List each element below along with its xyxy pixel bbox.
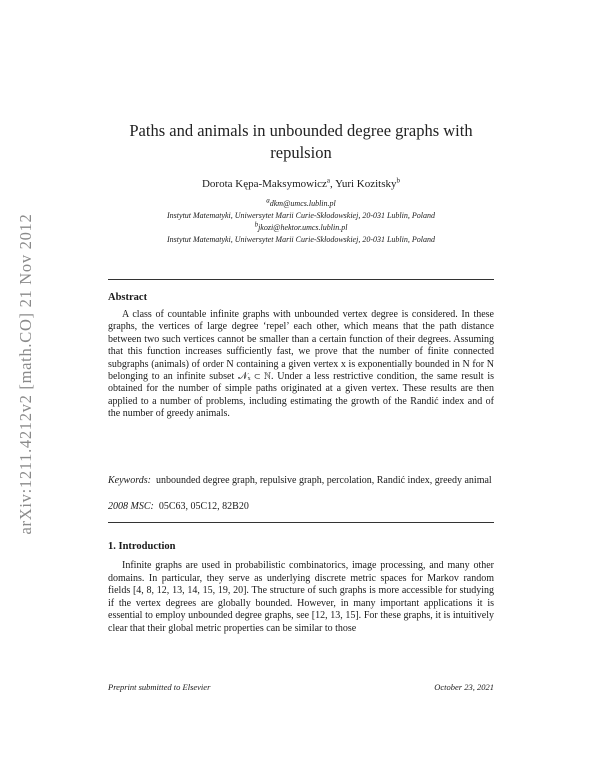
- affiliation-institution: Instytut Matematyki, Uniwersytet Marii Curie-Skłodowskiej, 20-031 Lublin, Poland: [167, 211, 435, 220]
- affiliation-email: jkozi@hektor.umcs.lublin.pl: [258, 223, 348, 232]
- affiliations: [108, 198, 494, 246]
- author-name: Yuri Kozitsky: [335, 178, 397, 190]
- footer-date: October 23, 2021: [434, 682, 494, 692]
- affiliation-email-line: [108, 222, 494, 234]
- arxiv-identifier-stamp: [6, 178, 46, 570]
- introduction-text: Infinite graphs are used in probabilistic combinatorics, image processing, and many other domains. In particular, they serve as underlying discrete metric spaces for Markov random fields [4, 8, 12, 13, 14, 15, 19, 20]. The structure of such graphs is more accessible for studying if the vertex degrees are globally bounded. However, in many important applications it is essential to employ unbounded degree graphs, see [12, 13, 15]. For these graphs, it is intuitively clear that their global metric properties can be similar to those: [108, 560, 494, 634]
- author-separator: ,: [330, 178, 336, 190]
- arxiv-stamp-text: arXiv:1211.4212v2 [math.CO] 21 Nov 2012: [16, 213, 35, 535]
- affiliation-mark: a: [266, 196, 270, 205]
- abstract-text: A class of countable infinite graphs with unbounded vertex degree is considered. In these graphs, the vertices of large degree ‘repel’ each other, which means that the path distance between two such vertices cannot be smaller than a certain function of their degrees. Assuming that this function increases sufficiently fast, we prove that the number of finite connected subgraphs (animals) of order N containing a given vertex x is exponentially bounded in N for N belonging to an infinite subset 𝒩ₓ ⊂ ℕ. Under a less restrictive condition, the same result is obtained for the number of simple paths originated at a given vertex. These results are then applied to a number of problems, including estimating the growth of the Randić index and of the number of greedy animals.: [108, 309, 494, 420]
- msc-line: [108, 501, 494, 513]
- paper-title: Paths and animals in unbounded degree graphs with repulsion: [129, 121, 473, 162]
- affiliation-email: dkm@umcs.lublin.pl: [269, 199, 336, 208]
- affiliation-institution: Instytut Matematyki, Uniwersytet Marii Curie-Skłodowskiej, 20-031 Lublin, Poland: [167, 235, 435, 244]
- msc-codes: 05C63, 05C12, 82B20: [158, 501, 249, 512]
- abstract-top-rule: [108, 279, 494, 280]
- affiliation-email-line: [108, 198, 494, 210]
- author-affiliation-mark: a: [326, 176, 331, 185]
- keywords-label: Keywords:: [108, 475, 151, 486]
- section-heading-introduction: 1. Introduction: [108, 541, 176, 552]
- keywords-text: unbounded degree graph, repulsive graph, percolation, Randić index, greedy animal: [155, 475, 492, 486]
- footer-preprint-note: Preprint submitted to Elsevier: [108, 682, 211, 692]
- abstract-bottom-rule: [108, 522, 494, 523]
- author-affiliation-mark: b: [396, 176, 401, 185]
- keywords-line: [108, 475, 494, 487]
- author-line: [108, 177, 494, 191]
- author-name: Dorota Kępa-Maksymowicz: [201, 178, 327, 190]
- msc-label: 2008 MSC:: [108, 501, 154, 512]
- affiliation-mark: b: [254, 220, 259, 229]
- abstract-heading: Abstract: [108, 292, 148, 303]
